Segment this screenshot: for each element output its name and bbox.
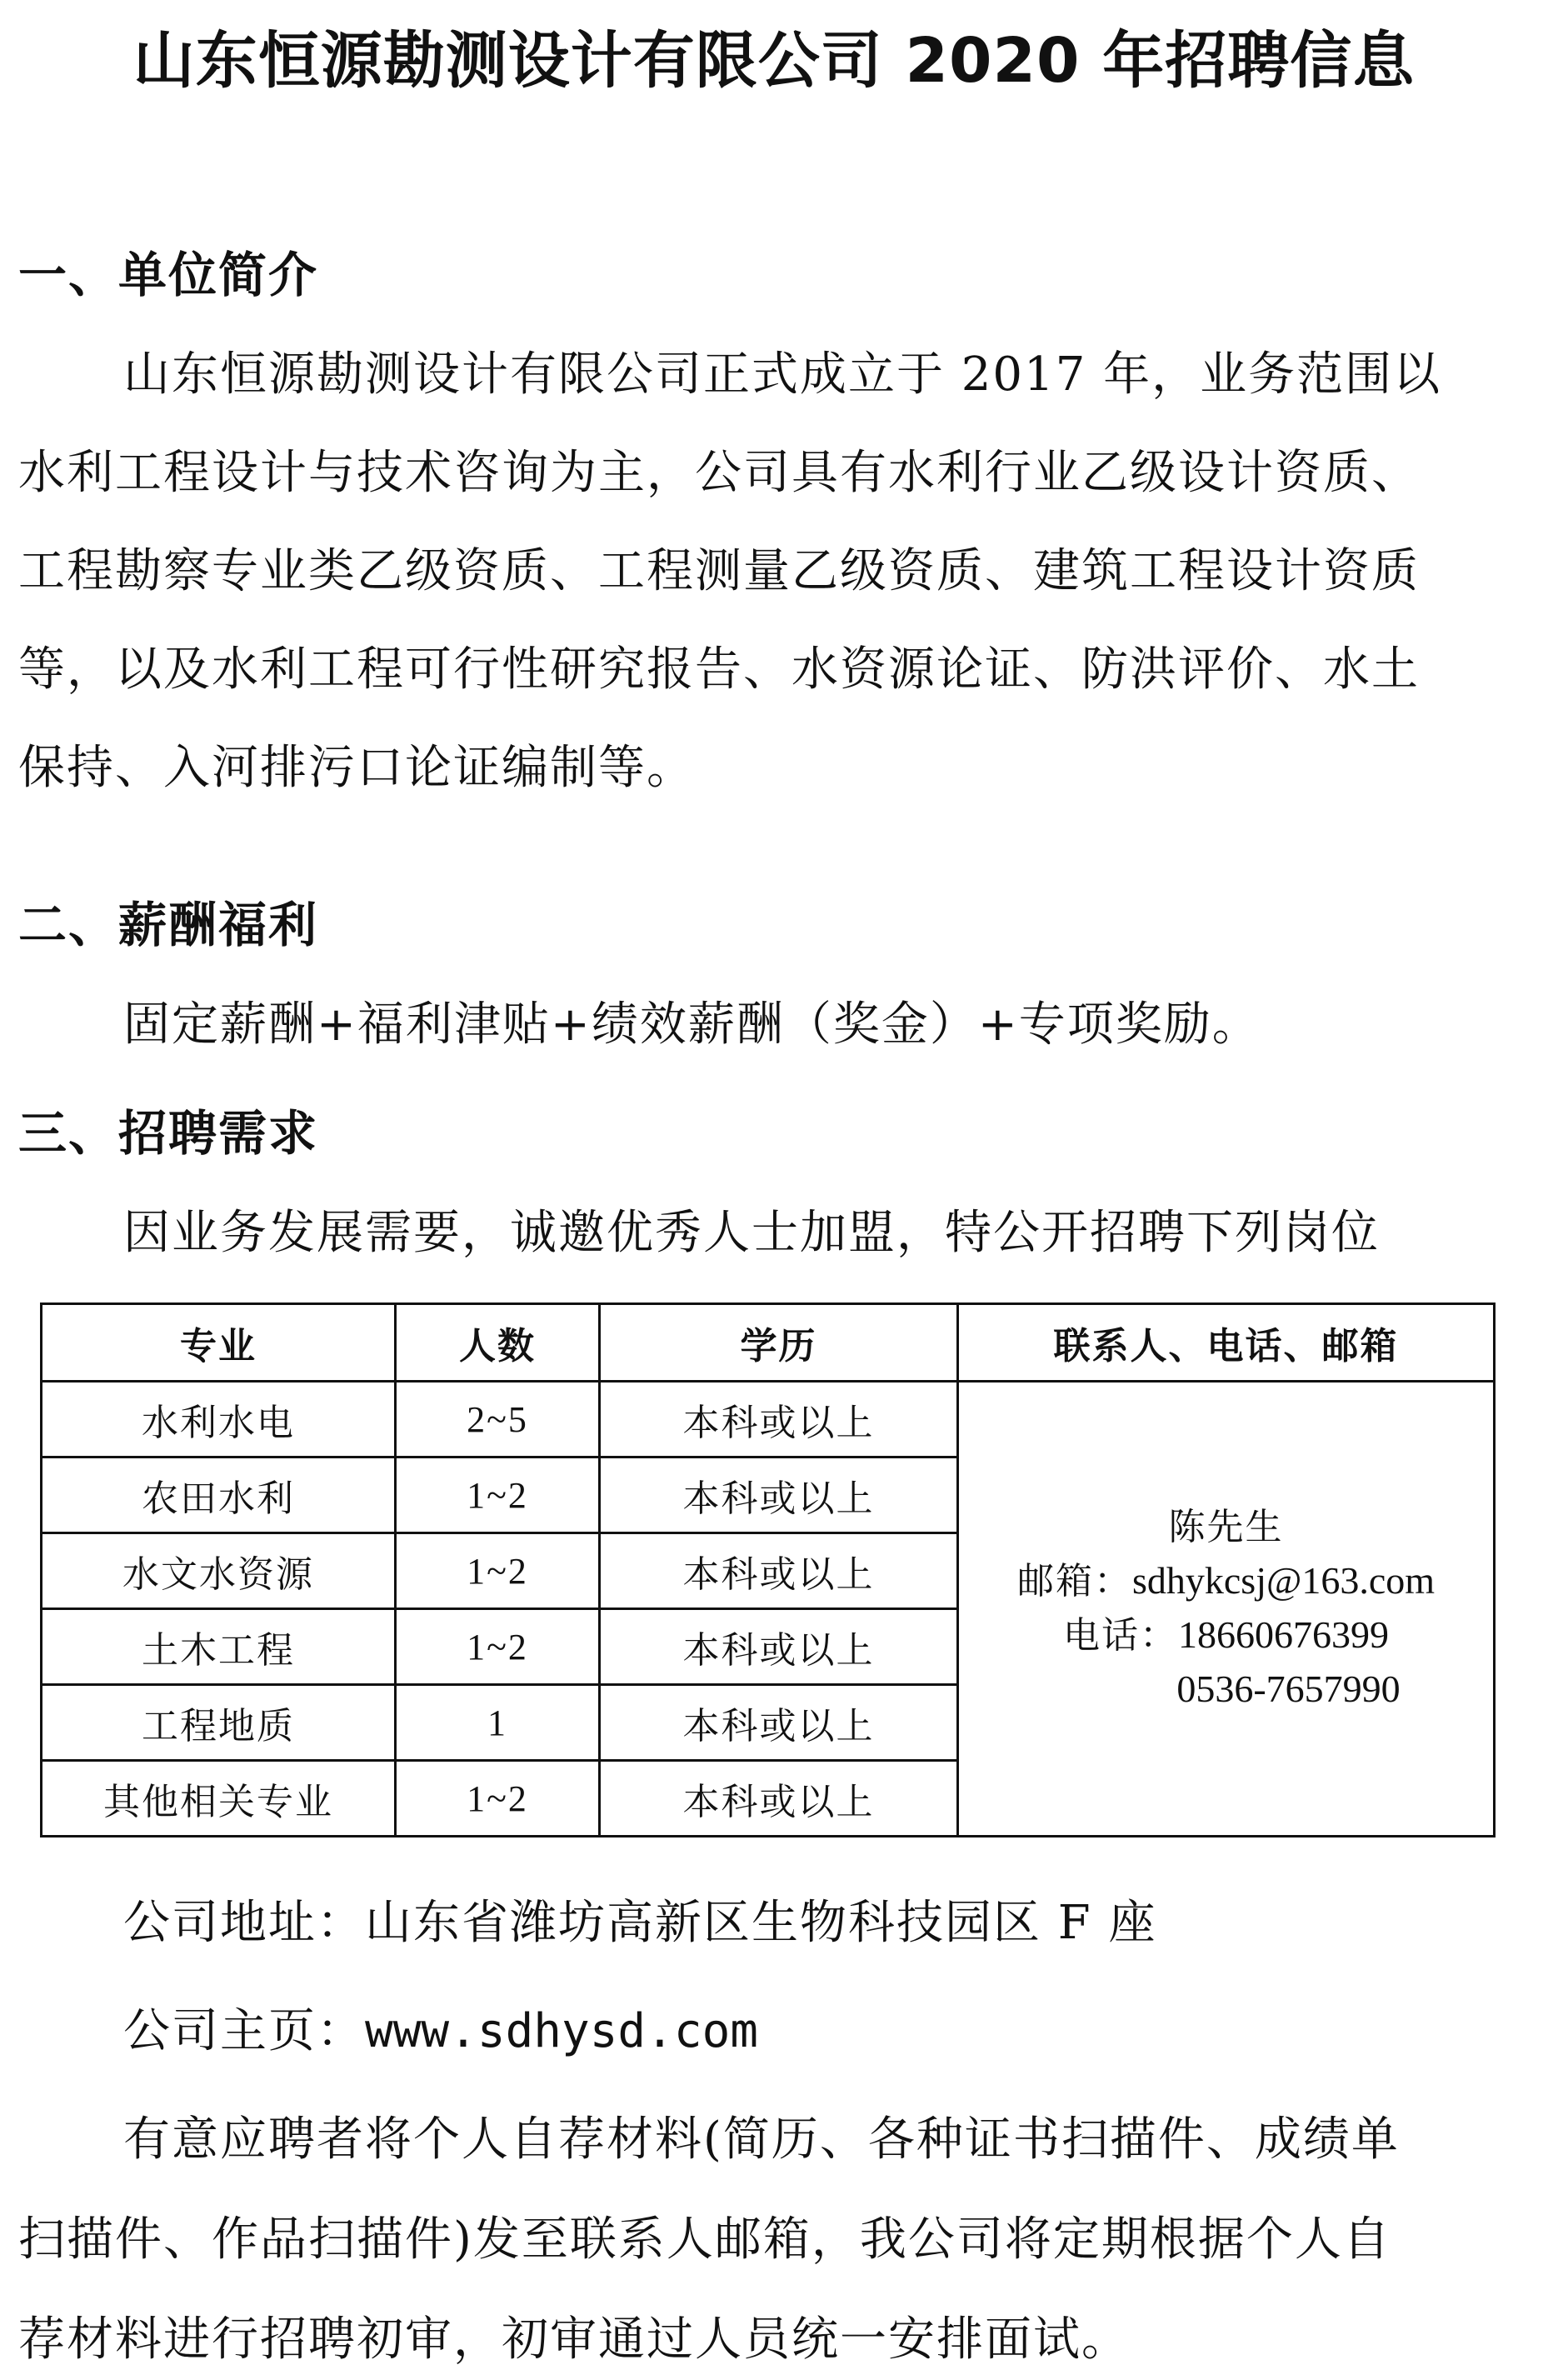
- company-homepage-line: [123, 1998, 1548, 2065]
- contact-cell: [958, 1382, 1495, 1837]
- intro-line-3: 工程勘察专业类乙级资质、工程测量乙级资质、建筑工程设计资质: [18, 544, 1420, 598]
- header-count: 人数: [396, 1304, 600, 1382]
- page-title: 山东恒源勘测设计有限公司 2020 年招聘信息: [132, 25, 1416, 97]
- contact-phone-line: [959, 1608, 1493, 1662]
- intro-line-2: 水利工程设计与技术咨询为主，公司具有水利行业乙级设计资质、: [18, 446, 1420, 500]
- contact-email[interactable]: sdhykcsj@163.com: [1131, 1559, 1436, 1602]
- intro-line-1: 山东恒源勘测设计有限公司正式成立于 2017 年，业务范围以: [123, 348, 1442, 402]
- cell-count: 1~2: [396, 1761, 600, 1837]
- cell-count: 1: [396, 1685, 600, 1761]
- cell-major: 农田水利: [42, 1458, 396, 1533]
- homepage-label: 公司主页：: [123, 2004, 365, 2058]
- section-heading-intro: 一、单位简介: [18, 247, 319, 303]
- cell-count: 2~5: [396, 1382, 600, 1458]
- cell-education: 本科或以上: [600, 1458, 958, 1533]
- contact-email-line: [959, 1554, 1493, 1608]
- cell-education: 本科或以上: [600, 1609, 958, 1685]
- positions-table: [40, 1302, 1496, 1838]
- header-major: 专业: [42, 1304, 396, 1382]
- cell-major: 土木工程: [42, 1609, 396, 1685]
- contact-phone-2: 0536-7657990: [1176, 1668, 1401, 1710]
- intro-line-5: 保持、入河排污口论证编制等。: [18, 741, 695, 795]
- closing-line-2: 扫描件、作品扫描件)发至联系人邮箱，我公司将定期根据个人自: [18, 2212, 1391, 2267]
- email-label: 邮箱：: [1016, 1560, 1132, 1602]
- cell-major: 水文水资源: [42, 1533, 396, 1609]
- table-header-row: [42, 1304, 1495, 1382]
- table-row: [42, 1382, 1495, 1458]
- cell-major: 水利水电: [42, 1382, 396, 1458]
- header-contact: 联系人、电话、邮箱: [958, 1304, 1495, 1382]
- company-address: 公司地址：山东省潍坊高新区生物科技园区 F 座: [123, 1896, 1157, 1950]
- section-heading-salary: 二、薪酬福利: [18, 897, 319, 953]
- closing-line-3: 荐材料进行招聘初审，初审通过人员统一安排面试。: [18, 2312, 1130, 2367]
- cell-major: 工程地质: [42, 1685, 396, 1761]
- cell-education: 本科或以上: [600, 1685, 958, 1761]
- phone-label: 电话：: [1063, 1614, 1178, 1657]
- cell-count: 1~2: [396, 1609, 600, 1685]
- contact-phone-line-2: [959, 1662, 1493, 1717]
- cell-count: 1~2: [396, 1458, 600, 1533]
- section-heading-recruitment: 三、招聘需求: [18, 1105, 319, 1162]
- closing-line-1: 有意应聘者将个人自荐材料(简历、各种证书扫描件、成绩单: [123, 2112, 1400, 2167]
- cell-count: 1~2: [396, 1533, 600, 1609]
- homepage-link[interactable]: www.sdhysd.com: [365, 2004, 759, 2058]
- cell-education: 本科或以上: [600, 1533, 958, 1609]
- cell-education: 本科或以上: [600, 1761, 958, 1837]
- recruitment-intro: 因业务发展需要，诚邀优秀人士加盟，特公开招聘下列岗位: [123, 1206, 1380, 1260]
- cell-major: 其他相关专业: [42, 1761, 396, 1837]
- cell-education: 本科或以上: [600, 1382, 958, 1458]
- intro-line-4: 等，以及水利工程可行性研究报告、水资源论证、防洪评价、水土: [18, 642, 1420, 697]
- contact-name: 陈先生: [1168, 1506, 1284, 1548]
- header-education: 学历: [600, 1304, 958, 1382]
- salary-text: 固定薪酬+福利津贴+绩效薪酬（奖金）+专项奖励。: [123, 998, 1261, 1052]
- contact-phone-1: 18660676399: [1178, 1613, 1389, 1656]
